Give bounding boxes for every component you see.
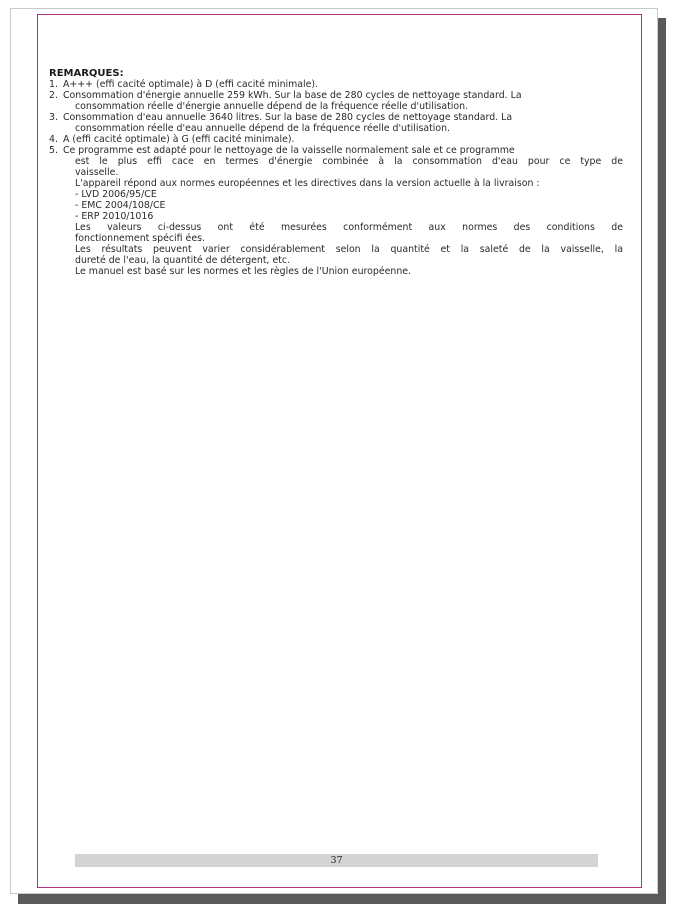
note-line: A (effi cacité optimale) à G (effi cacité minimale). — [63, 134, 295, 145]
note-line: vaisselle. — [75, 167, 119, 178]
note-line: L'appareil répond aux normes européennes et les directives dans la version actuelle à la livraison : — [75, 178, 540, 189]
note-line: dureté de l'eau, la quantité de détergent, etc. — [75, 255, 291, 266]
note-number: 5. — [49, 145, 58, 156]
note-line: Ce programme est adapté pour le nettoyage de la vaisselle normalement sale et ce programme — [63, 145, 515, 156]
page-number-bar — [75, 854, 598, 867]
directive-item: - EMC 2004/108/CE — [75, 200, 166, 211]
note-number: 4. — [49, 134, 58, 145]
document-page — [10, 8, 658, 894]
note-line: fonctionnement spécifi ées. — [75, 233, 205, 244]
note-line: consommation réelle d'énergie annuelle dépend de la fréquence réelle d'utilisation. — [75, 101, 469, 112]
directive-item: - LVD 2006/95/CE — [75, 189, 157, 200]
note-line: Le manuel est basé sur les normes et les règles de l'Union européenne. — [75, 266, 412, 277]
note-3 — [49, 112, 623, 134]
note-line: A+++ (effi cacité optimale) à D (effi cacité minimale). — [63, 79, 319, 90]
note-number: 1. — [49, 79, 58, 90]
note-line: Les valeurs ci-dessus ont été mesurées conformément aux normes des conditions de — [75, 222, 623, 233]
note-line: est le plus effi cace en termes d'énergie combinée à la consommation d'eau pour ce type de — [75, 156, 623, 167]
note-number: 3. — [49, 112, 58, 123]
note-number: 2. — [49, 90, 58, 101]
note-2 — [49, 90, 623, 112]
remarks-section — [49, 68, 623, 277]
note-1 — [49, 79, 623, 90]
note-4 — [49, 134, 623, 145]
note-line: Les résultats peuvent varier considérablement selon la quantité et la saleté de la vaisselle, la — [75, 244, 623, 255]
note-5 — [49, 145, 623, 277]
directive-item: - ERP 2010/1016 — [75, 211, 154, 222]
note-line: Consommation d'énergie annuelle 259 kWh. Sur la base de 280 cycles de nettoyage standard. La — [63, 90, 522, 101]
remarks-heading: REMARQUES: — [49, 68, 124, 79]
note-line: consommation réelle d'eau annuelle dépend de la fréquence réelle d'utilisation. — [75, 123, 451, 134]
page-number: 37 — [330, 855, 343, 866]
note-line: Consommation d'eau annuelle 3640 litres. Sur la base de 280 cycles de nettoyage standard. La — [63, 112, 513, 123]
